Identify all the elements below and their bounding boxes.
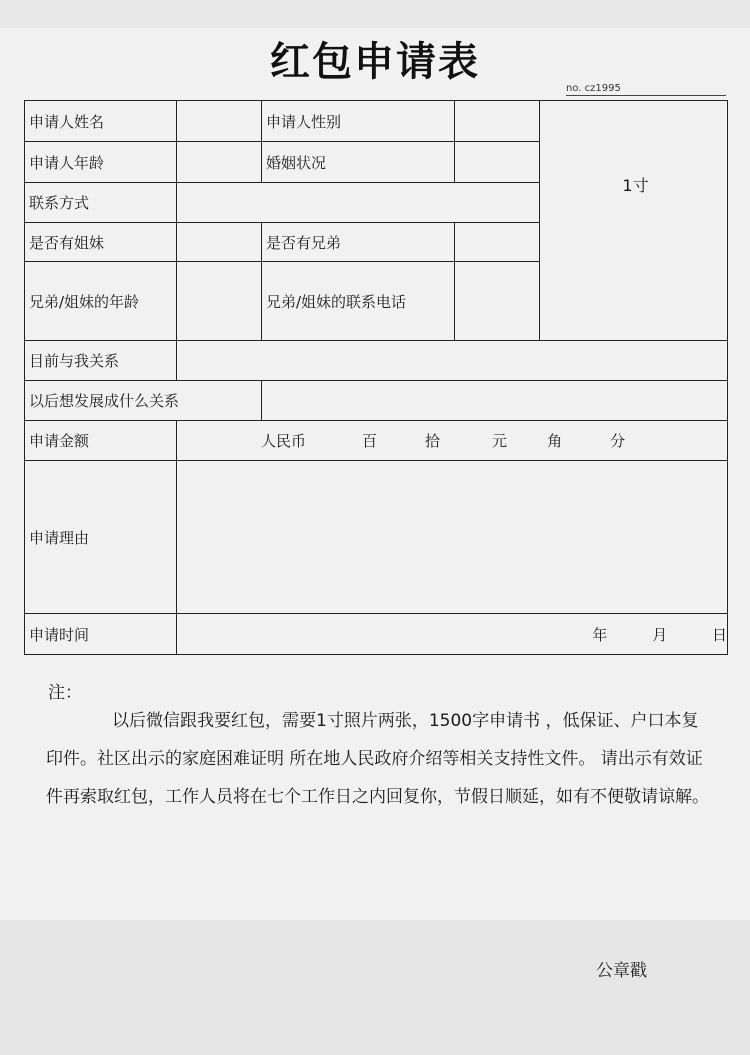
input-future-relation[interactable]: [262, 381, 728, 421]
input-time[interactable]: [177, 614, 728, 655]
amount-jiao: 角: [547, 432, 563, 450]
label-reason: 申请理由: [25, 461, 177, 614]
input-reason[interactable]: [177, 461, 728, 614]
label-current-relation: 目前与我关系: [25, 341, 177, 381]
form-number: no. cz1995: [566, 82, 726, 96]
label-applicant-age: 申请人年龄: [25, 142, 177, 183]
form-row: [25, 421, 728, 461]
label-applicant-gender: 申请人性别: [262, 101, 455, 142]
amount-currency: 人民币: [261, 432, 307, 450]
label-has-brothers: 是否有兄弟: [262, 223, 455, 262]
label-has-sisters: 是否有姐妹: [25, 223, 177, 262]
application-form: [24, 100, 728, 655]
note-label: 注：: [48, 683, 82, 703]
amount-hundred: 百: [362, 432, 378, 450]
date-year: 年: [592, 625, 608, 644]
date-day: 日: [711, 625, 727, 644]
photo-size-label: 1寸: [622, 176, 649, 195]
input-amount[interactable]: [177, 421, 728, 461]
label-siblings-age: 兄弟/姐妹的年龄: [25, 262, 177, 341]
form-row: [25, 341, 728, 381]
input-applicant-gender[interactable]: [455, 101, 540, 142]
photo-box[interactable]: [540, 101, 728, 341]
label-time: 申请时间: [25, 614, 177, 655]
label-future-relation: 以后想发展成什么关系: [25, 381, 262, 421]
input-has-brothers[interactable]: [455, 223, 540, 262]
input-contact[interactable]: [177, 183, 540, 223]
input-has-sisters[interactable]: [177, 223, 262, 262]
amount-units: [181, 430, 727, 451]
form-row: [25, 614, 728, 655]
input-current-relation[interactable]: [177, 341, 728, 381]
official-seal-label: 公章戳: [596, 961, 647, 981]
amount-ten: 拾: [425, 432, 441, 450]
label-contact: 联系方式: [25, 183, 177, 223]
page-bottom-shade: [0, 920, 750, 1055]
amount-fen: 分: [610, 432, 626, 450]
input-applicant-age[interactable]: [177, 142, 262, 183]
amount-yuan: 元: [492, 432, 508, 450]
note-text: 以后微信跟我要红包，需要1寸照片两张，1500字申请书 ，低保证、户口本复印件。社区出示的家庭困难证明 所在地人民政府介绍等相关支持性文件。 请出示有效证件再索取红包，工作人员将在七个工作日之内回复你，节假日顺延，如有不便敬请谅解。: [46, 711, 709, 807]
form-row: [25, 101, 728, 142]
date-month: 月: [652, 625, 668, 644]
form-row: [25, 461, 728, 614]
page-top-shade: [0, 0, 750, 28]
label-marital-status: 婚姻状况: [262, 142, 455, 183]
input-siblings-phone[interactable]: [455, 262, 540, 341]
label-siblings-phone: 兄弟/姐妹的联系电话: [262, 262, 455, 341]
label-applicant-name: 申请人姓名: [25, 101, 177, 142]
form-row: [25, 381, 728, 421]
input-applicant-name[interactable]: [177, 101, 262, 142]
input-marital-status[interactable]: [455, 142, 540, 183]
form-title: 红包申请表: [270, 38, 480, 85]
input-siblings-age[interactable]: [177, 262, 262, 341]
label-amount: 申请金额: [25, 421, 177, 461]
